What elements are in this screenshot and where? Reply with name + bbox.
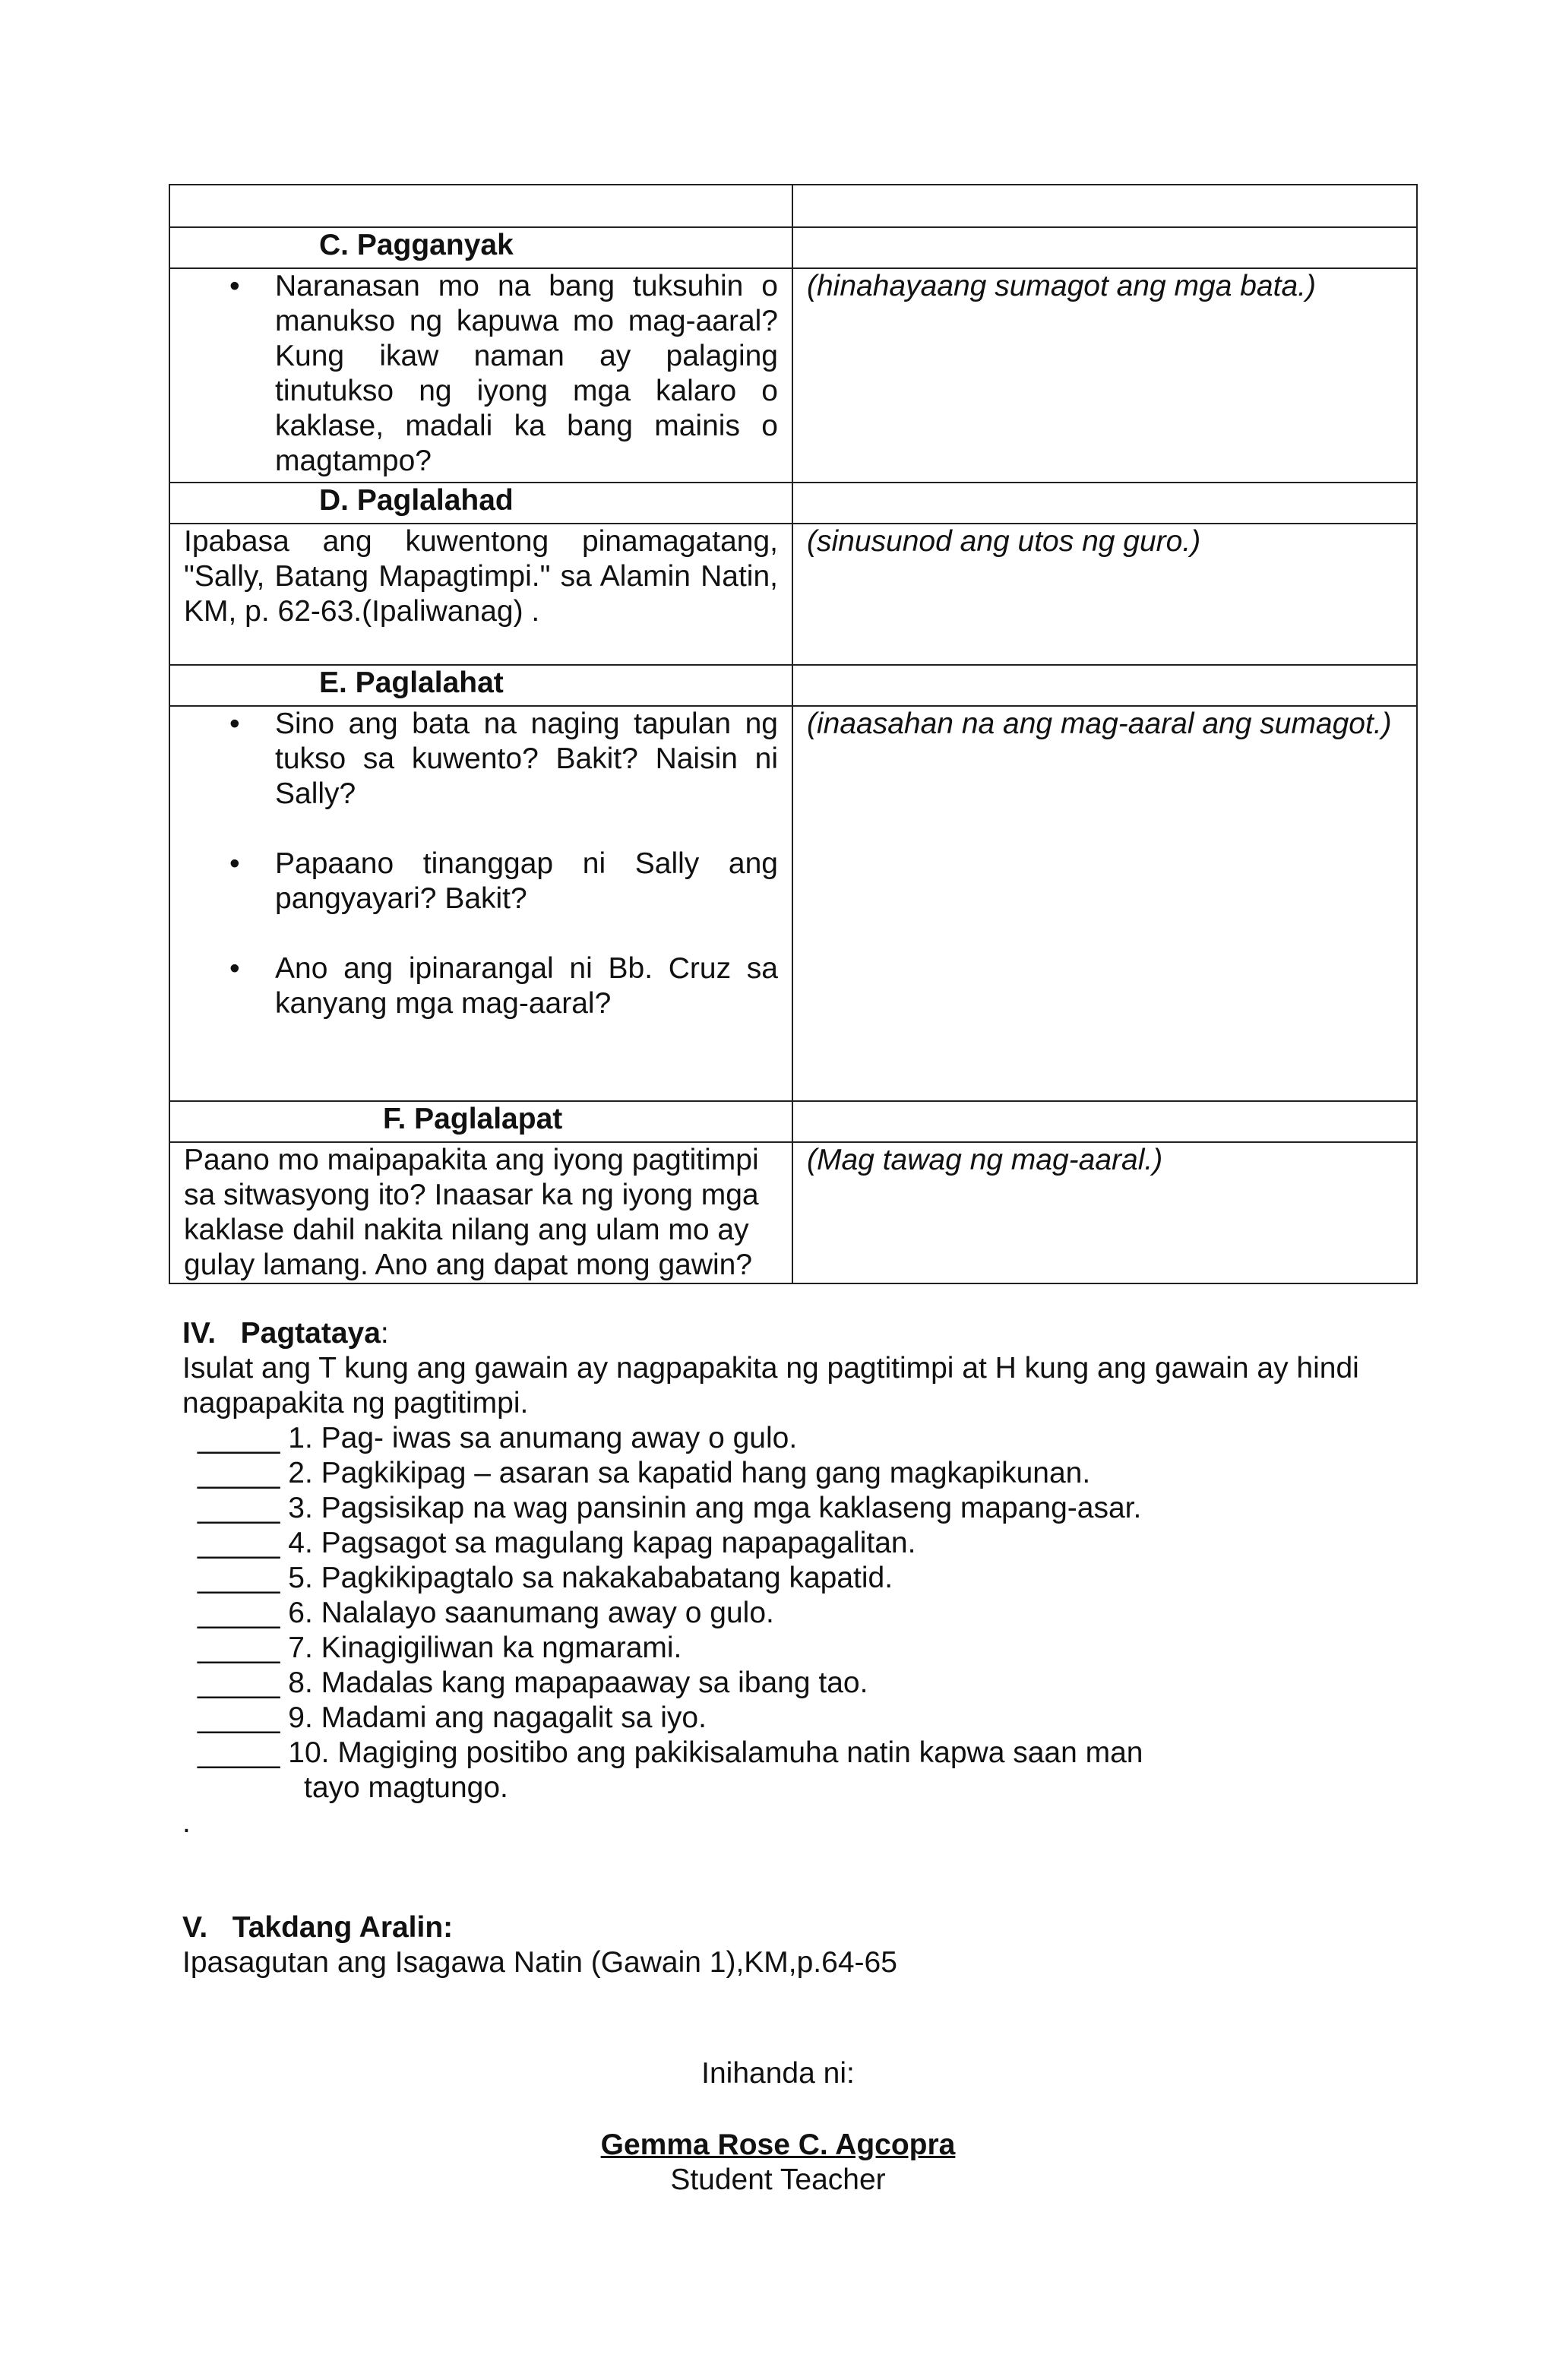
list-item: _____ 5. Pagkikipagtalo sa nakakababatang kapatid. bbox=[198, 1562, 893, 1594]
empty-cell bbox=[792, 227, 1417, 268]
list-item: _____ 2. Pagkikipag – asaran sa kapatid hang gang magkapikunan. bbox=[198, 1457, 1091, 1489]
empty-cell bbox=[792, 665, 1417, 706]
section-f-content: Paano mo maipapakita ang iyong pagtitimpi sa sitwasyong ito? Inaasar ka ng iyong mga kaklase dahil nakita nilang ang ulam mo ay gulay lamang. Ano ang dapat mong gawin? bbox=[169, 1142, 792, 1283]
trailing-dot: . bbox=[182, 1806, 191, 1839]
empty-cell bbox=[792, 1101, 1417, 1142]
section-e-content bbox=[169, 706, 792, 1101]
list-item: • Sino ang bata na naging tapulan ng tukso sa kuwento? Bakit? Naisin ni Sally? bbox=[275, 707, 778, 812]
list-item-continuation: tayo magtungo. bbox=[304, 1771, 508, 1804]
section-d-response: (sinusunod ang utos ng guro.) bbox=[792, 524, 1417, 665]
table-row bbox=[169, 665, 1417, 706]
empty-cell bbox=[169, 185, 792, 227]
preparer-name: Gemma Rose C. Agcopra bbox=[600, 2128, 956, 2161]
section-title: Takdang Aralin: bbox=[232, 1911, 454, 1944]
list-item: _____ 7. Kinagigiliwan ka ngmarami. bbox=[198, 1632, 682, 1664]
table-row bbox=[169, 524, 1417, 665]
table-row bbox=[169, 483, 1417, 524]
table-row bbox=[169, 268, 1417, 483]
list-item: • Ano ang ipinarangal ni Bb. Cruz sa kanyang mga mag-aaral? bbox=[275, 951, 778, 1021]
list-item: _____ 6. Nalalayo saanumang away o gulo. bbox=[198, 1597, 774, 1629]
section-f-response: (Mag tawag ng mag-aaral.) bbox=[792, 1142, 1417, 1283]
section-title: Pagtataya bbox=[240, 1317, 381, 1350]
list-item: _____ 1. Pag- iwas sa anumang away o gulo. bbox=[198, 1422, 798, 1454]
section-c-content bbox=[169, 268, 792, 483]
table-row bbox=[169, 706, 1417, 1101]
section-numeral: IV. bbox=[182, 1317, 217, 1350]
table-row bbox=[169, 185, 1417, 227]
evaluation-instruction: Isulat ang T kung ang gawain ay nagpapakita ng pagtitimpi at H kung ang gawain ay hindi nagpapakita ng pagtitimpi. bbox=[182, 1352, 1359, 1419]
list-item: _____ 9. Madami ang nagagalit sa iyo. bbox=[198, 1701, 707, 1734]
preparer-role: Student Teacher bbox=[670, 2163, 886, 2196]
colon: : bbox=[380, 1317, 389, 1350]
bullet-list bbox=[184, 269, 778, 479]
lesson-plan-table bbox=[169, 184, 1418, 1284]
section-e-heading: E. Paglalahat bbox=[169, 665, 792, 706]
table-row bbox=[169, 1101, 1417, 1142]
list-item: _____ 8. Madalas kang mapapaaway sa ibang tao. bbox=[198, 1666, 868, 1699]
evaluation-section bbox=[182, 1316, 1413, 1980]
section-f-heading: F. Paglalapat bbox=[169, 1101, 792, 1142]
list-item: _____ 10. Magiging positibo ang pakikisalamuha natin kapwa saan man bbox=[198, 1736, 1143, 1769]
section-numeral: V. bbox=[182, 1911, 208, 1944]
homework-text: Ipasagutan ang Isagawa Natin (Gawain 1),KM,p.64-65 bbox=[182, 1946, 897, 1979]
table-row bbox=[169, 227, 1417, 268]
section-d-content: Ipabasa ang kuwentong pinamagatang, "Sally, Batang Mapagtimpi." sa Alamin Natin, KM, p. 62-63.(Ipaliwanag) . bbox=[169, 524, 792, 665]
list-item: _____ 4. Pagsagot sa magulang kapag napapagalitan. bbox=[198, 1527, 916, 1559]
table-row bbox=[169, 1142, 1417, 1283]
section-c-heading: C. Pagganyak bbox=[169, 227, 792, 268]
list-item: • Papaano tinanggap ni Sally ang pangyayari? Bakit? bbox=[275, 847, 778, 916]
bullet-list bbox=[184, 707, 778, 1021]
list-item: _____ 3. Pagsisikap na wag pansinin ang mga kaklaseng mapang-asar. bbox=[198, 1492, 1142, 1524]
empty-cell bbox=[792, 185, 1417, 227]
section-d-heading: D. Paglalahad bbox=[169, 483, 792, 524]
homework-heading bbox=[182, 1910, 1413, 1945]
section-c-response: (hinahayaang sumagot ang mga bata.) bbox=[792, 268, 1417, 483]
list-item: • Naranasan mo na bang tuksuhin o manukso ng kapuwa mo mag-aaral? Kung ikaw naman ay palaging tinutukso ng iyong mga kalaro o kaklase, madali ka bang mainis o magtampo? bbox=[275, 269, 778, 479]
empty-cell bbox=[792, 483, 1417, 524]
evaluation-heading bbox=[182, 1316, 1413, 1351]
prepared-by-label: Inihanda ni: bbox=[701, 2057, 855, 2090]
section-e-response: (inaasahan na ang mag-aaral ang sumagot.) bbox=[792, 706, 1417, 1101]
